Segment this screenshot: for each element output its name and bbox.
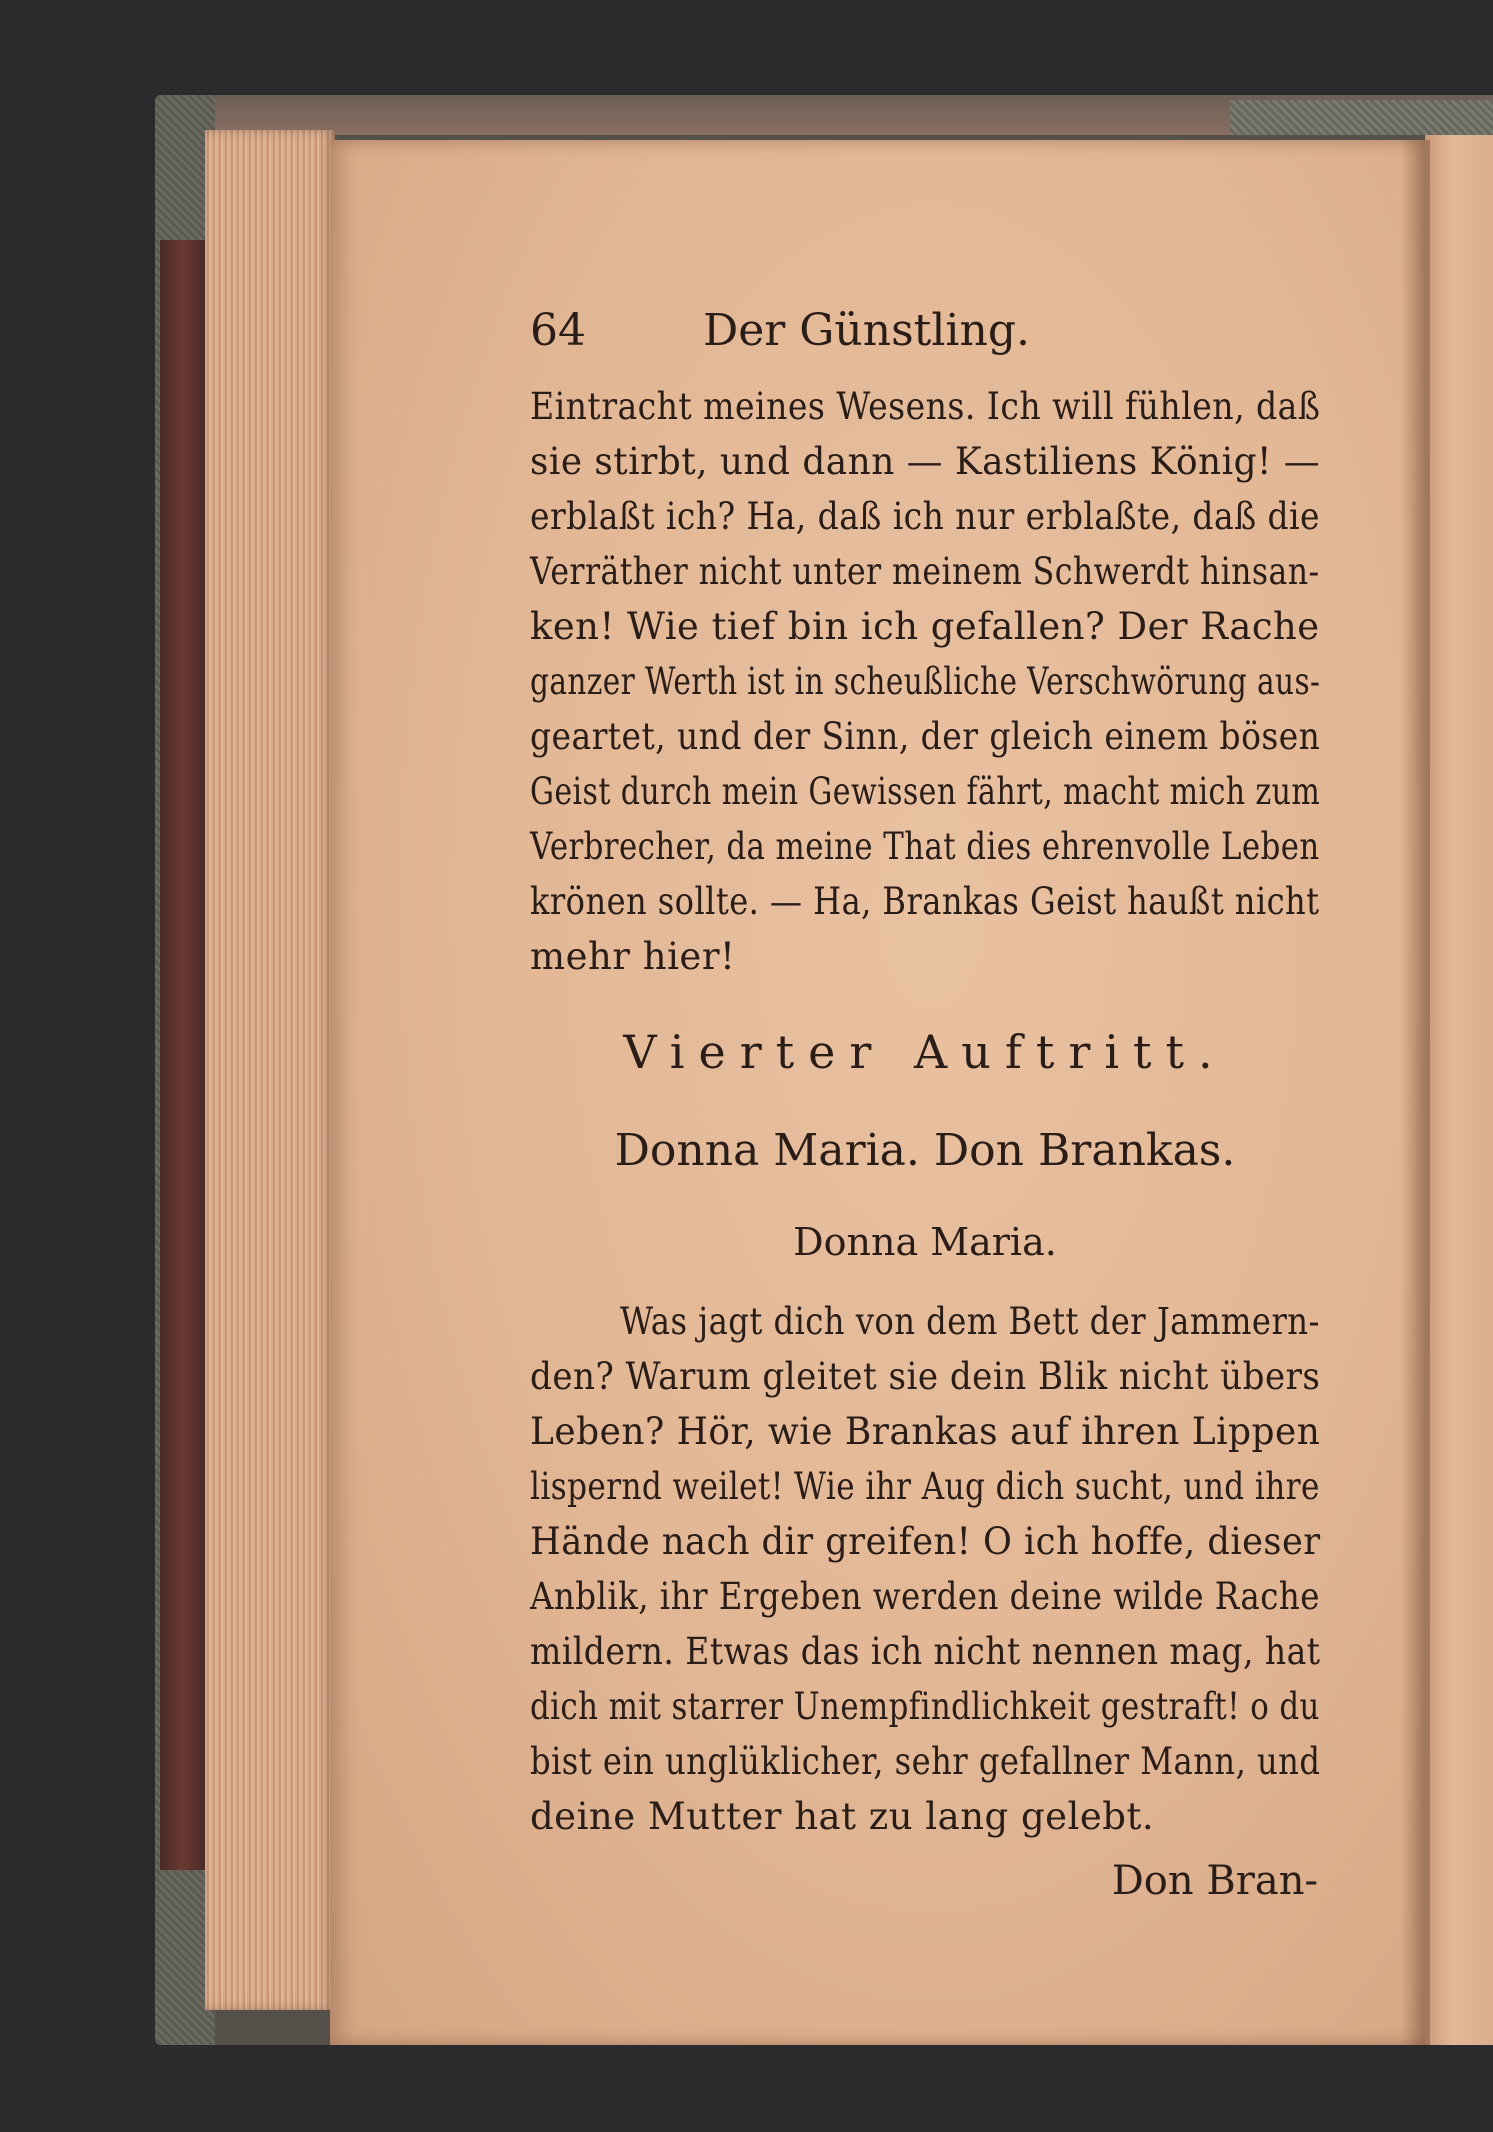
text-line: Eintracht meines Wesens. Ich will fühlen, daß	[530, 385, 1321, 428]
catchword: Don Bran-	[1111, 1858, 1318, 1904]
text-line: Leben? Hör, wie Brankas auf ihren Lippen	[530, 1410, 1321, 1453]
text-line: Was jagt dich von dem Bett der Jammern-	[620, 1300, 1320, 1343]
text-line: dich mit starrer Unempfindlichkeit gestraft! o du	[530, 1685, 1320, 1728]
text-line: geartet, und der Sinn, der gleich einem bösen	[530, 715, 1321, 758]
cover-top-cloth	[1230, 100, 1493, 135]
text-line: Hände nach dir greifen! O ich hoffe, dieser	[530, 1520, 1321, 1563]
text-line: deine Mutter hat zu lang gelebt.	[530, 1795, 1155, 1838]
running-head	[530, 305, 1090, 356]
gutter-shadow	[1400, 140, 1430, 2045]
text-line: Geist durch mein Gewissen fährt, macht mich zum	[530, 770, 1321, 813]
cast-list: Donna Maria. Don Brankas.	[614, 1125, 1236, 1176]
page-number: 64	[530, 305, 586, 356]
facing-page-edge	[1425, 135, 1493, 2045]
text-line: lispernd weilet! Wie ihr Aug dich sucht, und ihre	[530, 1465, 1320, 1508]
speaker-name: Donna Maria.	[793, 1220, 1057, 1264]
text-line: erblaßt ich? Ha, daß ich nur erblaßte, daß die	[530, 495, 1320, 538]
text-line: bist ein unglüklicher, sehr gefallner Mann, und	[530, 1740, 1321, 1783]
text-line: mehr hier!	[530, 935, 736, 978]
leather-spine	[160, 240, 205, 1870]
text-line: sie stirbt, und dann — Kastiliens König! —	[530, 440, 1321, 483]
text-line: ken! Wie tief bin ich gefallen? Der Rache	[530, 605, 1320, 648]
text-line: den? Warum gleitet sie dein Blik nicht übers	[530, 1355, 1321, 1398]
text-line: Verbrecher, da meine That dies ehrenvolle Leben	[530, 825, 1320, 868]
text-line: Verräther nicht unter meinem Schwerdt hinsan-	[530, 550, 1320, 593]
text-line: Anblik, ihr Ergeben werden deine wilde Rache	[530, 1575, 1320, 1618]
page-edges	[205, 130, 335, 2010]
text-line: krönen sollte. — Ha, Brankas Geist haußt nicht	[530, 880, 1320, 923]
running-title: Der Günstling.	[702, 305, 1030, 356]
scene-heading: Vierter Auftritt.	[623, 1025, 1227, 1079]
text-line: mildern. Etwas das ich nicht nennen mag, hat	[530, 1630, 1321, 1673]
text-line: ganzer Werth ist in scheußliche Verschwörung aus-	[530, 660, 1321, 703]
